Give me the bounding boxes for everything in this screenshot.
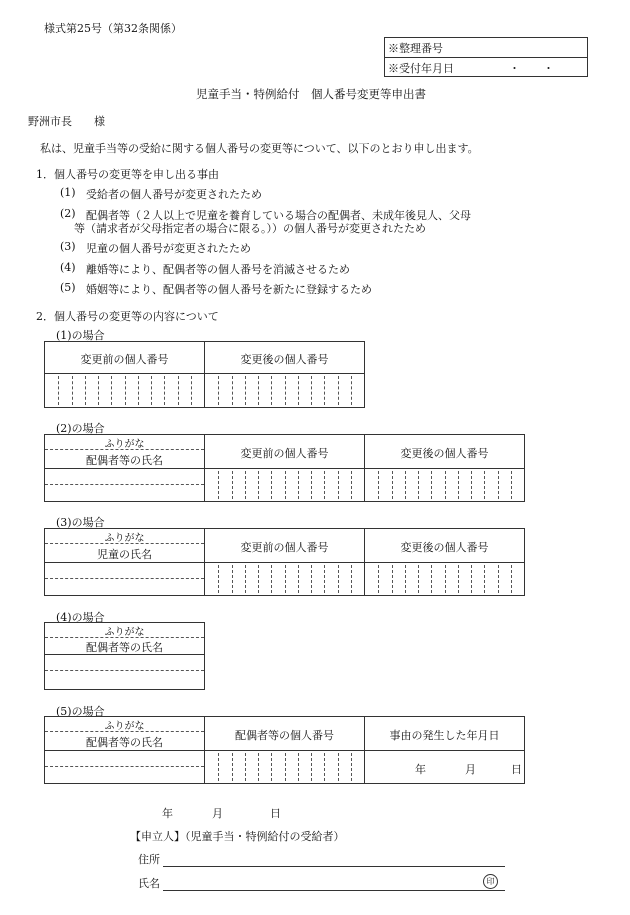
reason-5-text: 婚姻等により、配偶者等の個人番号を新たに登録するため (86, 283, 372, 296)
digit-divider (58, 376, 59, 405)
case2-name-input[interactable] (45, 485, 204, 501)
digit-divider (125, 376, 126, 405)
case3-table (44, 528, 525, 596)
name-line[interactable] (163, 890, 505, 891)
case3-name-input[interactable] (45, 579, 204, 595)
digit-divider (458, 471, 459, 499)
case5-date-month: 月 (465, 763, 476, 776)
digit-divider (285, 376, 286, 405)
case4-table (44, 622, 205, 690)
date-dot-2: ・ (543, 62, 554, 75)
digit-divider (338, 471, 339, 499)
address-line[interactable] (163, 866, 505, 867)
case3-furigana-input[interactable] (45, 563, 204, 578)
case2-after-digits[interactable] (365, 469, 524, 501)
case5-name-input[interactable] (45, 767, 204, 783)
case3-after-header: 変更後の個人番号 (400, 541, 489, 554)
case1-after-digits[interactable] (205, 374, 364, 407)
digit-divider (311, 565, 312, 593)
applicant-label: 【申立人】（児童手当・特例給付の受給者） (130, 830, 345, 843)
case5-label: (5)の場合 (56, 705, 105, 718)
digit-divider (324, 565, 325, 593)
reason-1-num: (1) (60, 186, 76, 199)
digit-divider (271, 753, 272, 781)
digit-divider (338, 565, 339, 593)
case5-date-header: 事由の発生した年月日 (389, 729, 500, 742)
case3-name-header: 児童の氏名 (97, 548, 152, 561)
digit-divider (298, 471, 299, 499)
case2-after-header: 変更後の個人番号 (400, 447, 489, 460)
digit-divider (285, 471, 286, 499)
digit-divider (338, 376, 339, 405)
digit-divider (392, 565, 393, 593)
digit-divider (164, 376, 165, 405)
digit-divider (298, 565, 299, 593)
form-id: 様式第25号（第32条関係） (44, 22, 182, 35)
office-serial-label: ※整理番号 (388, 42, 443, 55)
addressee: 野洲市長 様 (28, 115, 105, 128)
digit-divider (298, 753, 299, 781)
address-label: 住所 (138, 853, 160, 866)
digit-divider (405, 471, 406, 499)
case2-furigana-input[interactable] (45, 469, 204, 484)
footer-year: 年 (162, 807, 173, 820)
digit-divider (98, 376, 99, 405)
digit-divider (378, 565, 379, 593)
digit-divider (271, 565, 272, 593)
case2-name-header: 配偶者等の氏名 (86, 454, 163, 467)
reason-5-num: (5) (60, 281, 76, 294)
digit-divider (218, 753, 219, 781)
digit-divider (232, 753, 233, 781)
digit-divider (324, 471, 325, 499)
intro-text: 私は、児童手当等の受給に関する個人番号の変更等について、以下のとおり申し出ます。 (40, 142, 479, 155)
date-dot-1: ・ (509, 62, 520, 75)
case1-after-header: 変更後の個人番号 (240, 353, 329, 366)
case5-number-digits[interactable] (205, 751, 364, 783)
digit-divider (311, 471, 312, 499)
digit-divider (498, 471, 499, 499)
digit-divider (418, 471, 419, 499)
office-use-box (384, 37, 588, 77)
digit-divider (484, 565, 485, 593)
case3-before-digits[interactable] (205, 563, 364, 595)
case1-label: (1)の場合 (56, 329, 105, 342)
case2-label: (2)の場合 (56, 422, 105, 435)
reason-4-num: (4) (60, 261, 76, 274)
reason-2-num: (2) (60, 207, 76, 220)
case2-furigana-label: ふりがな (104, 439, 145, 450)
case1-table (44, 341, 365, 408)
digit-divider (511, 471, 512, 499)
section2-heading: 2．個人番号の変更等の内容について (36, 310, 219, 323)
case5-name-header: 配偶者等の氏名 (86, 736, 163, 749)
digit-divider (431, 565, 432, 593)
case4-label: (4)の場合 (56, 611, 105, 624)
digit-divider (418, 565, 419, 593)
footer-month: 月 (212, 807, 223, 820)
digit-divider (258, 753, 259, 781)
digit-divider (471, 565, 472, 593)
digit-divider (338, 753, 339, 781)
case3-before-header: 変更前の個人番号 (240, 541, 329, 554)
case3-furigana-label: ふりがな (104, 533, 145, 544)
digit-divider (405, 565, 406, 593)
seal-icon: 印 (483, 874, 498, 889)
digit-divider (258, 565, 259, 593)
digit-divider (471, 471, 472, 499)
case2-table (44, 434, 525, 502)
digit-divider (191, 376, 192, 405)
digit-divider (151, 376, 152, 405)
case5-furigana-input[interactable] (45, 751, 204, 766)
digit-divider (271, 376, 272, 405)
digit-divider (351, 565, 352, 593)
digit-divider (232, 471, 233, 499)
digit-divider (245, 471, 246, 499)
case5-date-year: 年 (415, 763, 426, 776)
case4-name-header: 配偶者等の氏名 (86, 641, 163, 654)
case1-before-header: 変更前の個人番号 (80, 353, 169, 366)
digit-divider (484, 471, 485, 499)
footer-day: 日 (270, 807, 281, 820)
digit-divider (232, 565, 233, 593)
name-label: 氏名 (138, 877, 160, 890)
reason-1-text: 受給者の個人番号が変更されたため (86, 188, 262, 201)
digit-divider (351, 471, 352, 499)
reason-3-num: (3) (60, 240, 76, 253)
case1-before-digits[interactable] (45, 374, 204, 407)
digit-divider (378, 471, 379, 499)
digit-divider (258, 471, 259, 499)
digit-divider (324, 376, 325, 405)
case4-furigana-input[interactable] (45, 655, 204, 670)
digit-divider (324, 753, 325, 781)
case5-furigana-label: ふりがな (104, 721, 145, 732)
reason-2-text: 配偶者等（２人以上で児童を養育している場合の配偶者、未成年後見人、父母 (86, 209, 471, 222)
digit-divider (351, 376, 352, 405)
reason-4-text: 離婚等により、配偶者等の個人番号を消滅させるため (86, 263, 350, 276)
case2-before-header: 変更前の個人番号 (240, 447, 329, 460)
case5-number-header: 配偶者等の個人番号 (235, 729, 334, 742)
digit-divider (111, 376, 112, 405)
digit-divider (245, 565, 246, 593)
digit-divider (218, 471, 219, 499)
digit-divider (311, 376, 312, 405)
digit-divider (351, 753, 352, 781)
digit-divider (85, 376, 86, 405)
case3-label: (3)の場合 (56, 516, 105, 529)
digit-divider (218, 565, 219, 593)
case5-date-day: 日 (511, 763, 522, 776)
digit-divider (258, 376, 259, 405)
section1-heading: 1．個人番号の変更等を申し出る事由 (36, 168, 219, 181)
case3-after-digits[interactable] (365, 563, 524, 595)
digit-divider (271, 471, 272, 499)
digit-divider (298, 376, 299, 405)
digit-divider (285, 753, 286, 781)
case4-furigana-label: ふりがな (104, 627, 145, 638)
digit-divider (138, 376, 139, 405)
page-title: 児童手当・特例給付 個人番号変更等申出書 (196, 87, 426, 101)
digit-divider (311, 753, 312, 781)
digit-divider (445, 471, 446, 499)
digit-divider (218, 376, 219, 405)
digit-divider (511, 565, 512, 593)
digit-divider (232, 376, 233, 405)
digit-divider (245, 376, 246, 405)
digit-divider (458, 565, 459, 593)
reason-3-text: 児童の個人番号が変更されたため (86, 242, 251, 255)
case2-before-digits[interactable] (205, 469, 364, 501)
digit-divider (445, 565, 446, 593)
digit-divider (285, 565, 286, 593)
digit-divider (498, 565, 499, 593)
case4-name-input[interactable] (45, 671, 204, 689)
digit-divider (178, 376, 179, 405)
digit-divider (245, 753, 246, 781)
case5-table (44, 716, 525, 784)
digit-divider (392, 471, 393, 499)
digit-divider (72, 376, 73, 405)
reason-2-text-cont: 等（請求者が父母指定者の場合に限る。））の個人番号が変更されたため (74, 222, 426, 235)
office-received-label: ※受付年月日 (388, 62, 454, 75)
digit-divider (431, 471, 432, 499)
